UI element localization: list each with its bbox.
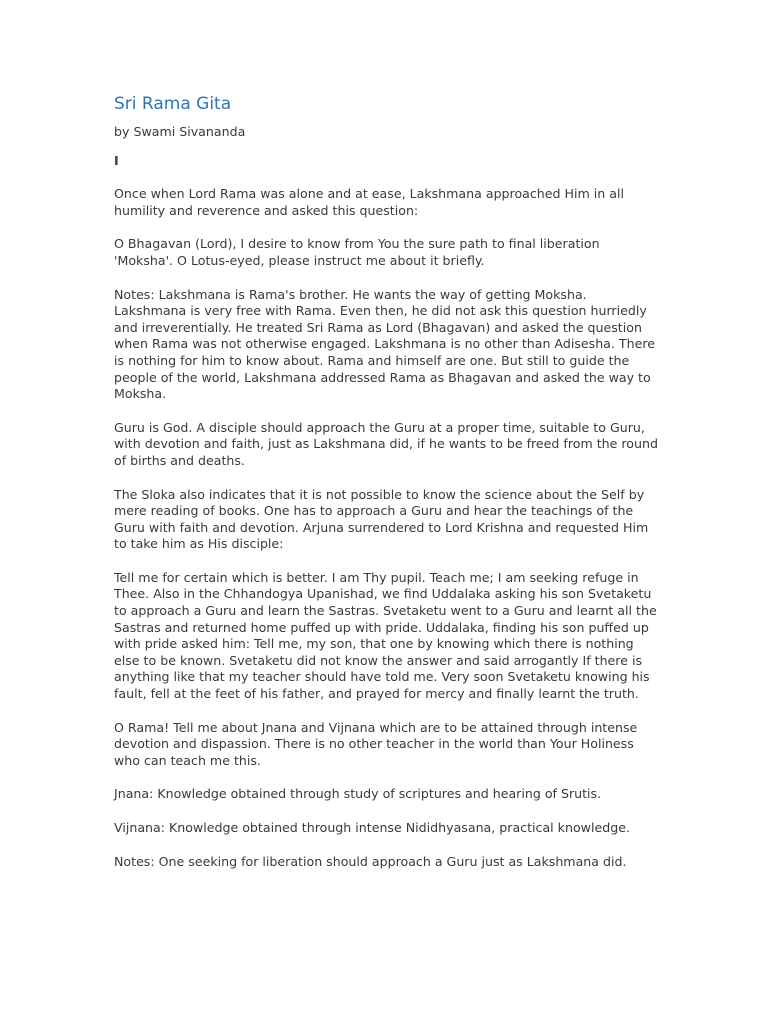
author-byline: by Swami Sivananda xyxy=(114,124,246,139)
paragraph-vijnana-definition: Vijnana: Knowledge obtained through intense Nididhyasana, practical knowledge. xyxy=(114,820,630,835)
paragraph-intro: Once when Lord Rama was alone and at ease, Lakshmana approached Him in all humility and reverence and asked this question: xyxy=(114,186,624,218)
paragraph-svetaketu: Tell me for certain which is better. I am Thy pupil. Teach me; I am seeking refuge in Thee. Also in the Chhandogya Upanishad, we find Uddalaka asking his son Svetaketu to approach a Guru and learn the Sastras. Svetaketu went to a Guru and learnt all the Sastras and returned home puffed up with pride. Uddalaka, finding his son puffed up with pride asked him: Tell me, my son, that one by knowing which there is nothing else to be known. Svetaketu did not know the answer and said arrogantly If there is anything like that my teacher should have told me. Very soon Svetaketu knowing his fault, fell at the feet of his father, and prayed for mercy and finally learnt the truth. xyxy=(114,569,657,702)
paragraph-sloka: The Sloka also indicates that it is not possible to know the science about the Self by mere reading of books. One has to approach a Guru and hear the teachings of the Guru with faith and devotion. Arjuna surrendered to Lord Krishna and requested Him to take him as His disciple: xyxy=(114,486,649,552)
paragraph-jnana-vijnana-question: O Rama! Tell me about Jnana and Vijnana which are to be attained through intense devotion and dispassion. There is no other teacher in the world than Your Holiness who can teach me this. xyxy=(114,719,638,768)
paragraph-notes-liberation: Notes: One seeking for liberation should approach a Guru just as Lakshmana did. xyxy=(114,853,627,869)
paragraph-notes-lakshmana: Notes: Lakshmana is Rama's brother. He wants the way of getting Moksha. Lakshmana is very free with Rama. Even then, he did not ask this question hurriedly and irreverentially. He treated Sri Rama as Lord (Bhagavan) and asked the question when Rama was not otherwise engaged. Lakshmana is no other than Adisesha. There is nothing for him to know about. Rama and himself are one. But still to guide the people of the world, Lakshmana addressed Rama as Bhagavan and asked the way to Moksha. xyxy=(114,286,655,402)
chapter-heading: I xyxy=(114,152,119,168)
paragraph-question: O Bhagavan (Lord), I desire to know from You the sure path to final liberation 'Moksha'. O Lotus-eyed, please instruct me about it briefly. xyxy=(114,236,600,268)
paragraph-guru-is-god: Guru is God. A disciple should approach the Guru at a proper time, suitable to Guru, with devotion and faith, just as Lakshmana did, if he wants to be freed from the round of births and deaths. xyxy=(114,419,658,468)
paragraph-jnana-definition: Jnana: Knowledge obtained through study of scriptures and hearing of Srutis. xyxy=(114,786,602,802)
document-title: Sri Rama Gita xyxy=(114,94,232,114)
document-content xyxy=(114,93,658,887)
